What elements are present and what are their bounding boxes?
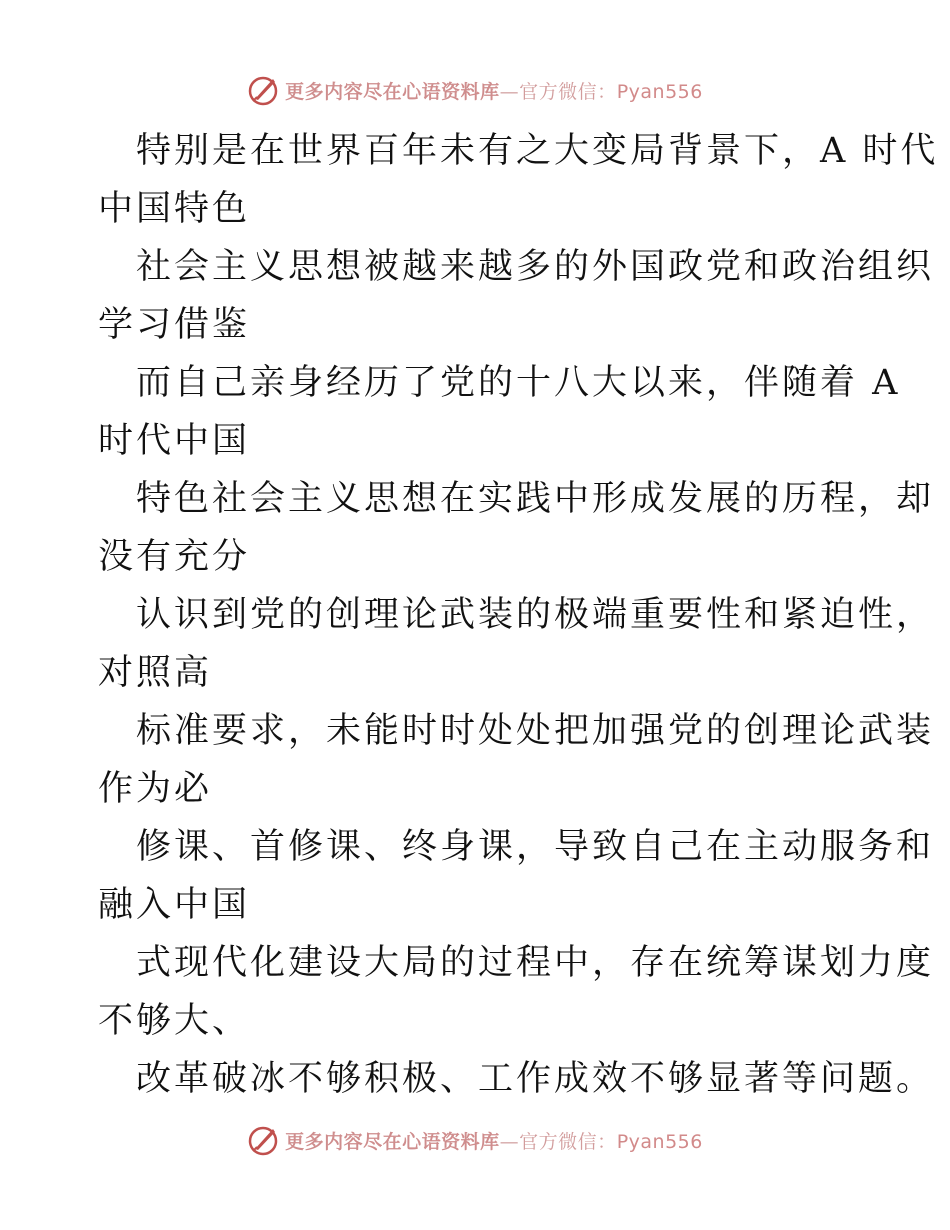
watermark-text [285,77,703,104]
watermark-site: 更多内容尽在心语资料库 [285,80,500,103]
document-body [98,122,939,1108]
watermark-wechat-label: 官方微信： [519,1130,617,1153]
watermark-text [285,1127,703,1154]
watermark-separator: — [499,1130,520,1153]
quill-seal-icon [247,1123,281,1157]
text-line: 修课、首修课、终身课，导致自己在主动服务和 [136,827,935,867]
text-line: 式现代化建设大局的过程中，存在统筹谋划力度 [136,943,935,983]
watermark-handle: Pyan556 [616,80,703,103]
footer-watermark [0,1120,950,1160]
text-line: 而自己亲身经历了党的十八大以来，伴随着 A [136,363,901,403]
text-line: 融入中国 [98,885,251,925]
text-line: 没有充分 [98,537,251,577]
text-line: 不够大、 [98,1001,251,1041]
text-line: 社会主义思想被越来越多的外国政党和政治组织 [136,247,935,287]
text-line: 标准要求，未能时时处处把加强党的创理论武装 [136,711,935,751]
quill-seal-icon [247,73,281,107]
text-line: 改革破冰不够积极、工作成效不够显著等问题。 [136,1059,935,1099]
text-line: 认识到党的创理论武装的极端重要性和紧迫性， [136,595,935,635]
text-line: 时代中国 [98,421,251,461]
text-line: 中国特色 [98,189,251,229]
watermark-handle: Pyan556 [616,1130,703,1153]
header-watermark [0,70,950,110]
text-line: 特别是在世界百年未有之大变局背景下，A 时代 [136,131,939,171]
text-line: 特色社会主义思想在实践中形成发展的历程，却 [136,479,935,519]
watermark-site: 更多内容尽在心语资料库 [285,1130,500,1153]
text-line: 作为必 [98,769,213,809]
watermark-separator: — [499,80,520,103]
watermark-wechat-label: 官方微信： [519,80,617,103]
text-line: 对照高 [98,653,213,693]
text-line: 学习借鉴 [98,305,251,345]
